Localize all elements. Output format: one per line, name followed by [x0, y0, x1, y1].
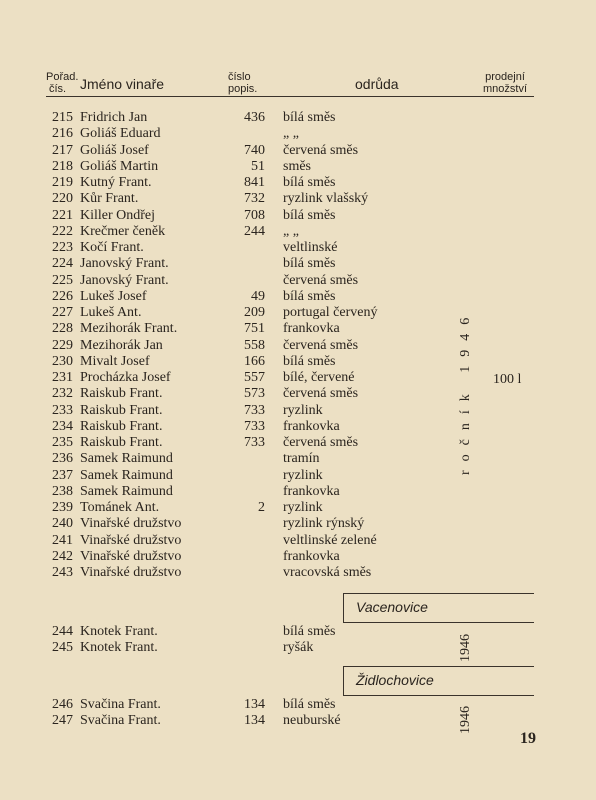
col-header-poradi-line2: čís. [49, 83, 67, 95]
house-number: 841 [244, 175, 265, 190]
row-number: 216 [52, 126, 73, 142]
house-number: 209 [244, 305, 265, 320]
row-number: 215 [52, 110, 73, 125]
row-number: 230 [52, 353, 73, 369]
table-row [0, 549, 596, 565]
row-number: 240 [52, 516, 73, 532]
variety: bílá směs [283, 256, 336, 272]
col-header-odruda: odrůda [355, 76, 399, 92]
variety: bílá směs [283, 288, 336, 304]
grower-name: Svačina Frant. [80, 713, 161, 729]
variety: veltlinské zelené [283, 532, 377, 548]
row-number: 217 [52, 142, 73, 158]
grower-name: Mivalt Josef [80, 353, 150, 369]
house-number: 51 [251, 158, 265, 174]
grower-name: Samek Raimund [80, 483, 173, 499]
grower-name: Knotek Frant. [80, 640, 158, 656]
grower-name: Kůr Frant. [80, 191, 139, 207]
grower-name: Raiskub Frant. [80, 386, 163, 402]
table-row [0, 273, 596, 289]
table-row [0, 435, 596, 451]
variety: bílá směs [283, 175, 336, 190]
variety: červená směs [283, 435, 359, 450]
table-row [0, 468, 596, 484]
row-number: 226 [52, 288, 73, 304]
variety: vracovská směs [283, 565, 372, 580]
house-number: 166 [244, 353, 265, 369]
variety: bílá směs [283, 624, 336, 639]
col-header-poradi [46, 71, 78, 95]
row-number: 247 [52, 713, 73, 729]
row-number: 222 [52, 223, 73, 239]
row-number: 221 [52, 207, 73, 223]
grower-name: Vinařské družstvo [80, 532, 182, 548]
row-number: 241 [52, 532, 73, 548]
house-number: 436 [244, 110, 265, 125]
variety: červená směs [283, 272, 359, 288]
year-vacenovice: 1946 [458, 634, 473, 662]
table-row [0, 126, 596, 142]
table-row [0, 256, 596, 272]
table-row [0, 224, 596, 240]
grower-name: Vinařské družstvo [80, 565, 182, 580]
table-row [0, 240, 596, 256]
sales-amount: 100 l [493, 372, 522, 387]
variety: frankovka [283, 418, 340, 434]
row-number: 242 [52, 548, 73, 564]
house-number: 733 [244, 435, 265, 450]
table-row [0, 500, 596, 516]
variety: bílá směs [283, 353, 336, 369]
grower-name: Krečmer čeněk [80, 223, 166, 239]
grower-name: Procházka Josef [80, 370, 171, 385]
grower-name: Raiskub Frant. [80, 435, 163, 450]
house-number: 573 [244, 386, 265, 402]
row-number: 227 [52, 305, 73, 320]
table-row [0, 403, 596, 419]
house-number: 557 [244, 370, 265, 385]
variety: frankovka [283, 483, 340, 499]
grower-name: Raiskub Frant. [80, 418, 163, 434]
table-row [0, 159, 596, 175]
col-header-poradi-line1: Pořad. [46, 71, 79, 83]
col-header-cislo-line1: číslo [228, 71, 251, 83]
variety: bílá směs [283, 207, 336, 223]
grower-name: Lukeš Ant. [80, 305, 142, 320]
grower-name: Mezihorák Jan [80, 337, 163, 353]
grower-name: Tománek Ant. [80, 500, 160, 515]
house-number: 732 [244, 191, 265, 207]
row-number: 218 [52, 158, 73, 174]
grower-name: Lukeš Josef [80, 288, 147, 304]
grower-name: Svačina Frant. [80, 697, 161, 712]
house-number: 733 [244, 418, 265, 434]
col-header-jmeno: Jméno vinaře [80, 76, 165, 92]
house-number: 708 [244, 207, 265, 223]
variety: ryzlink [283, 500, 323, 515]
house-number: 558 [244, 337, 265, 353]
house-number: 134 [244, 697, 265, 712]
table-row [0, 640, 596, 656]
row-number: 246 [52, 697, 73, 712]
row-number: 224 [52, 256, 73, 272]
row-number: 232 [52, 386, 73, 402]
variety: červená směs [283, 386, 359, 402]
col-header-mnozstvi [483, 71, 527, 95]
table-row [0, 289, 596, 305]
variety: frankovka [283, 321, 340, 337]
row-number: 243 [52, 565, 73, 580]
variety: červená směs [283, 337, 359, 353]
table-row [0, 110, 596, 126]
grower-name: Samek Raimund [80, 467, 173, 483]
grower-name: Goliáš Eduard [80, 126, 161, 142]
variety: ryzlink vlašský [283, 191, 369, 207]
grower-name: Janovský Frant. [80, 272, 169, 288]
table-row [0, 208, 596, 224]
section-title-vacenovice: Vacenovice [356, 599, 428, 615]
grower-name: Vinařské družstvo [80, 516, 182, 532]
table-row [0, 565, 596, 581]
variety: ryzlink [283, 402, 323, 418]
page-number: 19 [520, 730, 536, 747]
section-title-zidlochovice: Židlochovice [356, 672, 434, 688]
row-number: 238 [52, 483, 73, 499]
house-number: 740 [244, 142, 265, 158]
house-number: 134 [244, 713, 265, 729]
grower-name: Goliáš Martin [80, 158, 159, 174]
table-row [0, 533, 596, 549]
table-row [0, 338, 596, 354]
variety: frankovka [283, 548, 340, 564]
row-number: 234 [52, 418, 73, 434]
grower-name: Fridrich Jan [80, 110, 148, 125]
table-row [0, 484, 596, 500]
rocnik-label: ročník 1946 [458, 308, 473, 475]
variety: červená směs [283, 142, 359, 158]
row-number: 239 [52, 500, 73, 515]
header-rule [46, 96, 534, 97]
table-row [0, 305, 596, 321]
table-row [0, 354, 596, 370]
table-row [0, 697, 596, 713]
variety: „ „ [283, 126, 299, 142]
house-number: 244 [244, 223, 265, 239]
variety: bílá směs [283, 110, 336, 125]
grower-name: Kočí Frant. [80, 240, 144, 255]
table-row [0, 191, 596, 207]
house-number: 49 [251, 288, 265, 304]
grower-name: Raiskub Frant. [80, 402, 163, 418]
grower-name: Janovský Frant. [80, 256, 169, 272]
grower-name: Samek Raimund [80, 451, 173, 467]
variety: bílé, červené [283, 370, 355, 385]
variety: portugal červený [283, 305, 378, 320]
house-number: 2 [258, 500, 265, 515]
variety: ryšák [283, 640, 314, 656]
variety: směs [283, 158, 311, 174]
table-row [0, 516, 596, 532]
table-row [0, 386, 596, 402]
row-number: 231 [52, 370, 73, 385]
table-row [0, 624, 596, 640]
year-zidlochovice: 1946 [458, 706, 473, 734]
table-row [0, 175, 596, 191]
col-header-mnozstvi-line2: množství [483, 83, 528, 95]
house-number: 733 [244, 402, 265, 418]
row-number: 219 [52, 175, 73, 190]
row-number: 236 [52, 451, 73, 467]
row-number: 229 [52, 337, 73, 353]
grower-name: Mezihorák Frant. [80, 321, 178, 337]
variety: veltlinské [283, 240, 338, 255]
grower-name: Kutný Frant. [80, 175, 152, 190]
table-row [0, 143, 596, 159]
col-header-mnozstvi-line1: prodejní [485, 71, 525, 83]
house-number: 751 [244, 321, 265, 337]
grower-name: Vinařské družstvo [80, 548, 182, 564]
col-header-cislo-line2: popis. [228, 83, 258, 95]
variety: ryzlink [283, 467, 323, 483]
grower-name: Killer Ondřej [80, 207, 156, 223]
row-number: 223 [52, 240, 73, 255]
row-number: 233 [52, 402, 73, 418]
variety: bílá směs [283, 697, 336, 712]
row-number: 228 [52, 321, 73, 337]
variety: tramín [283, 451, 320, 467]
row-number: 235 [52, 435, 73, 450]
table-row [0, 419, 596, 435]
variety: ryzlink rýnský [283, 516, 365, 532]
row-number: 244 [52, 624, 73, 639]
grower-name: Knotek Frant. [80, 624, 158, 639]
row-number: 220 [52, 191, 73, 207]
table-row [0, 713, 596, 729]
row-number: 225 [52, 272, 73, 288]
col-header-cislo [228, 71, 257, 95]
row-number: 245 [52, 640, 73, 656]
table-row [0, 321, 596, 337]
variety: neuburské [283, 713, 341, 729]
variety: „ „ [283, 223, 299, 239]
table-row [0, 451, 596, 467]
row-number: 237 [52, 467, 73, 483]
grower-name: Goliáš Josef [80, 142, 149, 158]
